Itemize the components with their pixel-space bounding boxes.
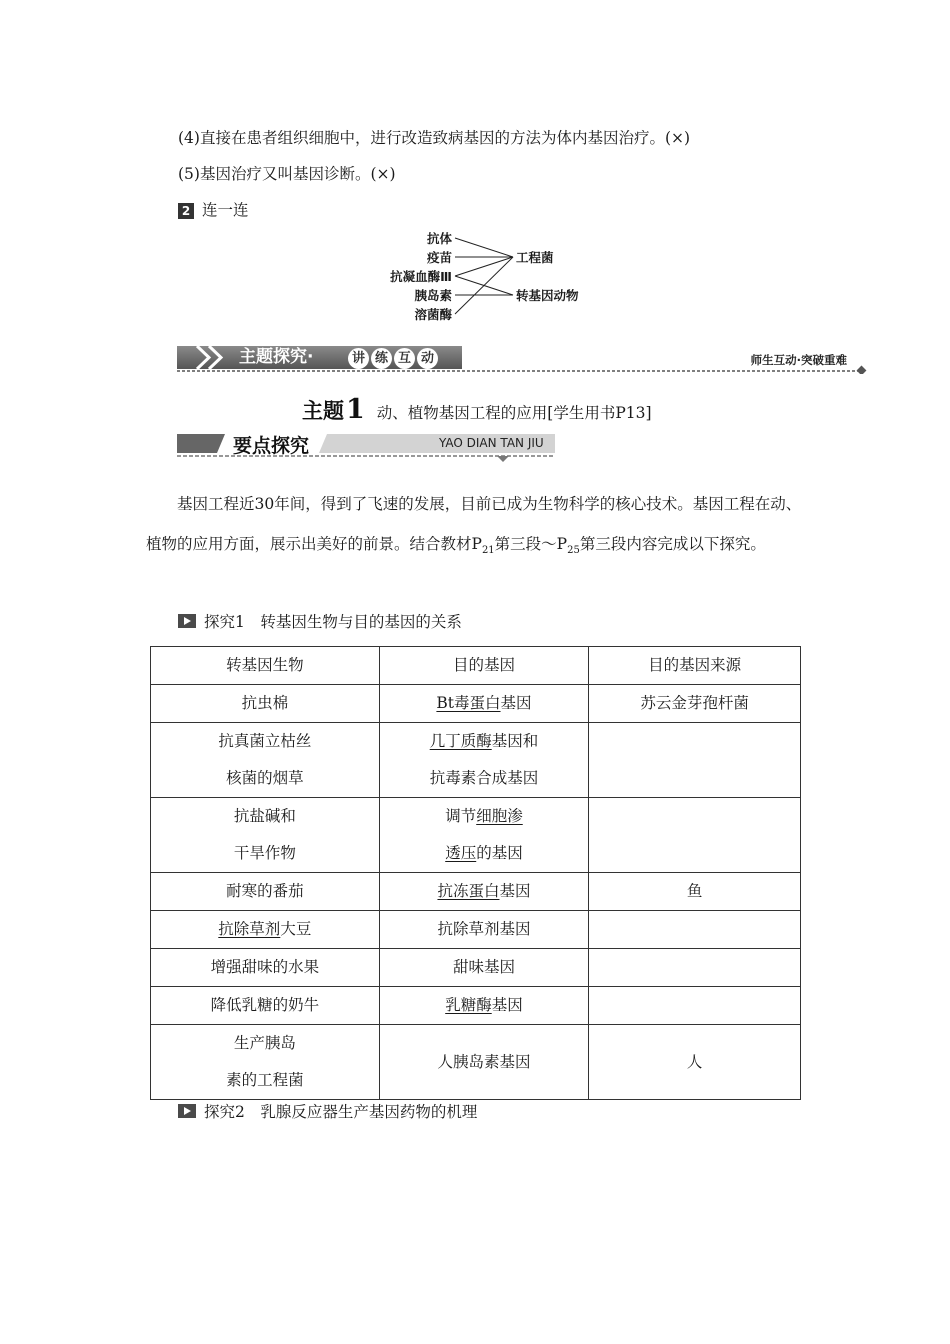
intro-text-1: 基因工程近30年间，得到了飞速的发展，目前已成为生物科学的核心技术。基因工程在动、植物的应用方面，展示出美好的前景。结合教材P	[146, 495, 802, 553]
table-cell-source: 鱼	[589, 873, 801, 911]
section-header-pinyin: YAO DIAN TAN JIU	[439, 436, 544, 450]
table-cell-gene	[379, 798, 589, 873]
table-cell-gene: 甜味基因	[379, 949, 589, 987]
banner-chip-dong: 动	[417, 348, 438, 369]
intro-paragraph	[146, 484, 804, 571]
section-number-badge: 2	[178, 203, 194, 219]
topic-number: 1	[346, 394, 365, 425]
cell-line: 干旱作物	[233, 844, 296, 862]
match-left-item: 疫苗	[426, 250, 452, 265]
intro-sub-1: 21	[481, 545, 495, 557]
match-left-item: 抗体	[426, 231, 452, 246]
table-header-cell: 目的基因	[379, 647, 589, 685]
gene-answer: 细胞渗	[476, 807, 523, 825]
table-cell-gene: 抗冻蛋白基因	[379, 873, 589, 911]
match-right-item: 工程菌	[516, 250, 554, 265]
table-cell-gene: 抗除草剂基因	[379, 911, 589, 949]
table-cell-organism: 抗虫棉	[151, 685, 380, 723]
table-row	[151, 1025, 801, 1100]
table-cell-source	[589, 723, 801, 798]
match-right-item: 转基因动物	[516, 288, 579, 303]
table-cell-source: 人	[589, 1025, 801, 1100]
match-left-item: 溶菌酶	[414, 307, 452, 322]
cell-line: 核菌的烟草	[226, 769, 304, 787]
play-triangle-icon	[178, 1104, 196, 1118]
table-row	[151, 798, 801, 873]
cell-line: 素的工程菌	[226, 1071, 304, 1089]
table-cell-source	[589, 798, 801, 873]
table-cell-gene	[379, 723, 589, 798]
topic-heading	[302, 394, 652, 425]
table-header-cell: 目的基因来源	[589, 647, 801, 685]
table-row	[151, 685, 801, 723]
banner-chip-hu: 互	[394, 348, 415, 369]
gene-answer: 抗冻蛋白	[437, 882, 500, 900]
table-cell-source	[589, 911, 801, 949]
table-cell-organism: 降低乳糖的奶牛	[151, 987, 380, 1025]
table-cell-organism	[151, 1025, 380, 1100]
gene-table	[150, 646, 801, 1100]
table-row	[151, 911, 801, 949]
play-triangle-icon	[178, 614, 196, 628]
explore-1-heading	[178, 610, 462, 632]
section-header	[177, 431, 557, 465]
gene-answer: 几丁质酶	[429, 732, 492, 750]
intro-sub-2: 25	[567, 545, 580, 557]
table-cell-organism	[151, 798, 380, 873]
explore-2-heading	[178, 1100, 477, 1122]
banner-dot: ·	[307, 347, 314, 367]
judgment-5: (5)基因治疗又叫基因诊断。(×)	[178, 165, 396, 183]
topic-label: 主题	[302, 399, 344, 423]
intro-text-2: 第三段～P	[494, 535, 568, 553]
gene-answer: 乳糖酶	[445, 996, 492, 1014]
judgment-4: (4)直接在患者组织细胞中，进行改造致病基因的方法为体内基因治疗。(×)	[178, 129, 691, 147]
table-row	[151, 873, 801, 911]
table-cell-organism: 增强甜味的水果	[151, 949, 380, 987]
table-header-row	[151, 647, 801, 685]
cell-line: 生产胰岛	[233, 1034, 296, 1052]
match-left-item: 抗凝血酶Ⅲ	[390, 269, 452, 284]
cell-line: 抗盐碱和	[233, 807, 296, 825]
match-left-item: 胰岛素	[414, 288, 452, 303]
gene-answer: 透压	[445, 844, 477, 862]
table-cell-organism: 耐寒的番茄	[151, 873, 380, 911]
table-cell-source	[589, 987, 801, 1025]
explore-1-text: 探究1 转基因生物与目的基因的关系	[204, 613, 462, 631]
table-cell-organism	[151, 723, 380, 798]
match-title-text: 连一连	[202, 201, 249, 219]
cell-line: 透压的基因	[445, 844, 523, 862]
table-cell-source: 苏云金芽孢杆菌	[589, 685, 801, 723]
table-row	[151, 987, 801, 1025]
section-header-title: 要点探究	[233, 435, 310, 457]
table-cell-organism: 抗除草剂大豆	[151, 911, 380, 949]
topic-title: 动、植物基因工程的应用[学生用书P13]	[376, 404, 652, 422]
table-cell-gene: Bt毒蛋白基因	[379, 685, 589, 723]
banner-right-text: 师生互动·突破重难	[750, 353, 847, 367]
cell-line: 调节细胞渗	[445, 807, 523, 825]
organism-answer: 抗除草剂	[218, 920, 281, 938]
cell-line: 几丁质酶基因和	[429, 732, 539, 750]
banner-chip-jiang: 讲	[348, 348, 369, 369]
topic-banner	[177, 344, 867, 374]
intro-text-3: 第三段内容完成以下探究。	[579, 535, 766, 553]
table-row	[151, 949, 801, 987]
match-section-title	[178, 198, 249, 220]
cell-line: 抗毒素合成基因	[429, 769, 539, 787]
banner-title: 主题探究	[239, 347, 307, 367]
table-row	[151, 723, 801, 798]
table-cell-gene: 人胰岛素基因	[379, 1025, 589, 1100]
explore-2-text: 探究2 乳腺反应器生产基因药物的机理	[204, 1103, 478, 1121]
table-cell-gene: 乳糖酶基因	[379, 987, 589, 1025]
table-cell-source	[589, 949, 801, 987]
table-header-cell: 转基因生物	[151, 647, 380, 685]
matching-diagram	[390, 226, 595, 326]
cell-line: 抗真菌立枯丝	[218, 732, 312, 750]
gene-answer: Bt毒蛋白	[436, 694, 501, 712]
banner-chip-lian: 练	[371, 348, 392, 369]
